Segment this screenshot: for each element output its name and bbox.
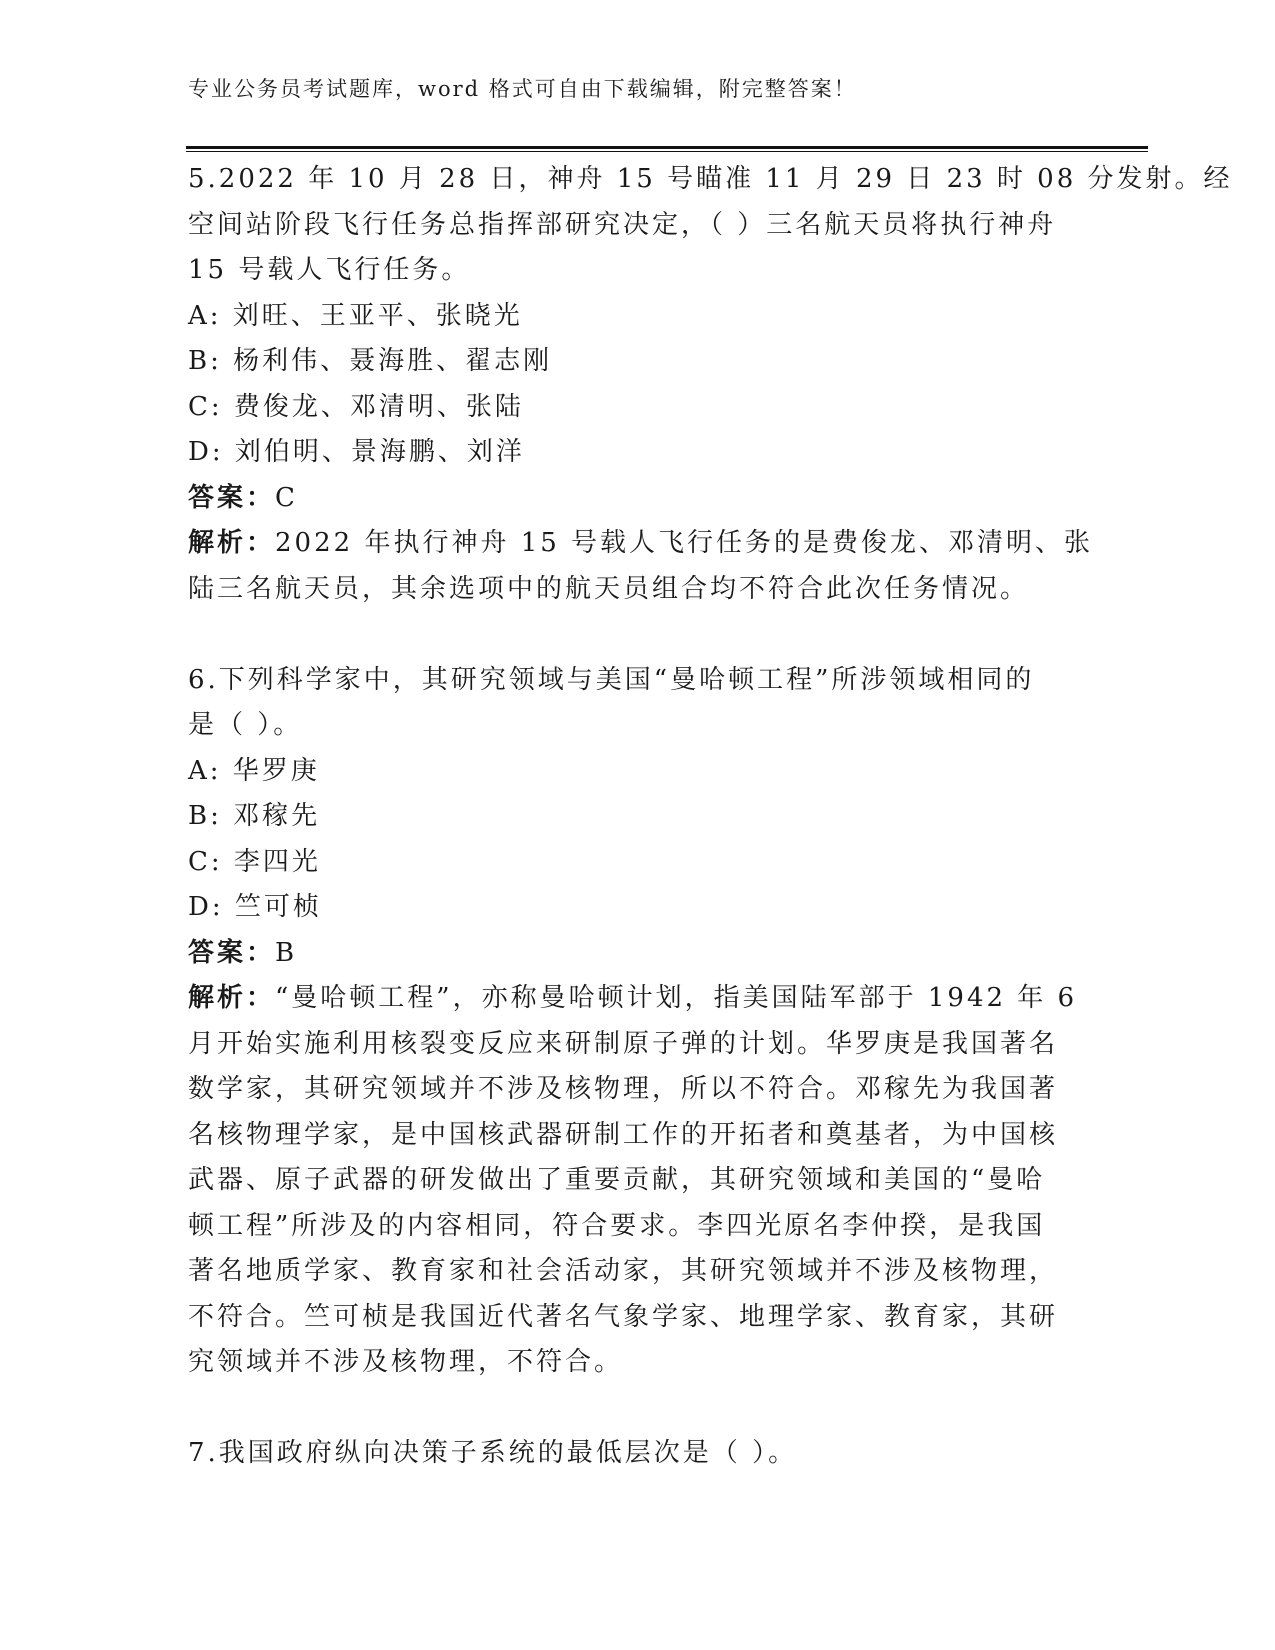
analysis-line: 数学家，其研究领域并不涉及核物理，所以不符合。邓稼先为我国著 <box>188 1074 1059 1104</box>
analysis-line: 武器、原子武器的研发做出了重要贡献，其研究领域和美国的“曼哈 <box>188 1165 1046 1195</box>
analysis-line: 2022 年执行神舟 15 号载人飞行任务的是费俊龙、邓清明、张 <box>275 528 1094 558</box>
option-b: B: 邓稼先 <box>188 801 321 831</box>
question-stem-line: 6.下列科学家中，其研究领域与美国“曼哈顿工程”所涉领域相同的 <box>188 664 1035 695</box>
question-stem-line: 15 号载人飞行任务。 <box>188 255 471 285</box>
analysis-line: 月开始实施利用核裂变反应来研制原子弹的计划。华罗庚是我国著名 <box>188 1028 1059 1059</box>
analysis-label: 解析： <box>188 528 276 558</box>
analysis-line: 不符合。竺可桢是我国近代著名气象学家、地理学家、教育家，其研 <box>188 1301 1059 1332</box>
answer-row <box>188 931 1078 977</box>
analysis-line: 著名地质学家、教育家和社会活动家，其研究领域并不涉及核物理， <box>188 1256 1059 1286</box>
analysis-line: 顿工程”所涉及的内容相同，符合要求。李四光原名李仲揆，是我国 <box>188 1210 1046 1241</box>
option-a: A: 华罗庚 <box>188 755 320 786</box>
option-c: C: 费俊龙、邓清明、张陆 <box>188 391 524 422</box>
option-c: C: 李四光 <box>188 846 321 877</box>
document-body <box>188 157 1233 1477</box>
question-5 <box>188 157 1233 612</box>
answer-label: 答案： <box>188 482 276 513</box>
analysis-row <box>188 521 1094 567</box>
spacer <box>188 612 1078 658</box>
analysis-line: 究领域并不涉及核物理，不符合。 <box>188 1347 624 1377</box>
option-d: D: 刘伯明、景海鹏、刘洋 <box>188 437 525 467</box>
answer-value: B <box>275 937 298 968</box>
question-stem-line: 5.2022 年 10 月 28 日，神舟 15 号瞄准 11 月 29 日 23 时 08 分发射。经 <box>188 164 1233 194</box>
question-6 <box>188 658 1078 1386</box>
question-7 <box>188 1431 1078 1477</box>
analysis-line: 名核物理学家，是中国核武器研制工作的开拓者和奠基者，为中国核 <box>188 1119 1059 1150</box>
question-stem-line: 7.我国政府纵向决策子系统的最低层次是（ ）。 <box>188 1438 798 1468</box>
analysis-label: 解析： <box>188 983 276 1013</box>
option-d: D: 竺可桢 <box>188 892 322 922</box>
answer-label: 答案： <box>188 937 276 968</box>
answer-row <box>188 476 1078 522</box>
header-divider <box>186 146 1148 152</box>
option-a: A: 刘旺、王亚平、张晓光 <box>188 300 523 331</box>
analysis-row <box>188 976 1078 1022</box>
question-stem-line: 空间站阶段飞行任务总指挥部研究决定，（ ）三名航天员将执行神舟 <box>188 209 1057 240</box>
spacer <box>188 1386 1078 1432</box>
question-stem-line: 是（ ）。 <box>188 710 303 740</box>
option-b: B: 杨利伟、聂海胜、翟志刚 <box>188 346 553 376</box>
analysis-line: 陆三名航天员，其余选项中的航天员组合均不符合此次任务情况。 <box>188 573 1030 604</box>
analysis-line: “曼哈顿工程”，亦称曼哈顿计划，指美国陆军部于 1942 年 6 <box>275 983 1078 1013</box>
answer-value: C <box>275 482 298 513</box>
page-header-text: 专业公务员考试题库，word 格式可自由下载编辑，附完整答案！ <box>188 77 857 101</box>
